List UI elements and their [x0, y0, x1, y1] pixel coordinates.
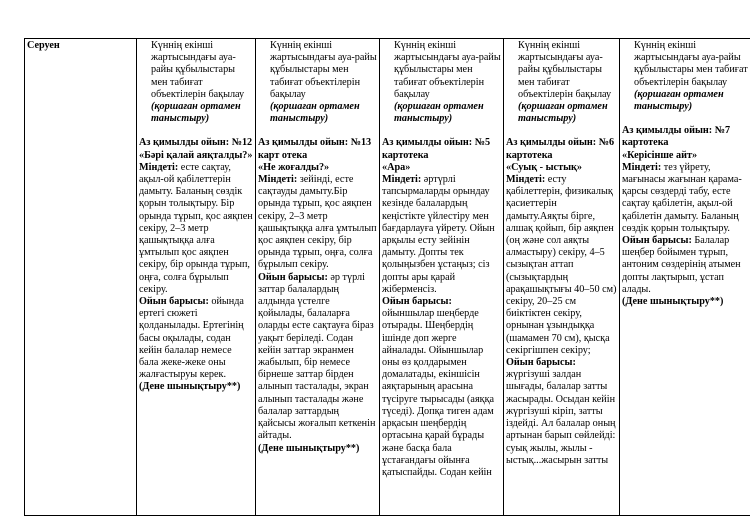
section-label: Серуен	[27, 40, 60, 51]
topic-label: (қоршаған ортамен таныстыру)	[634, 88, 724, 113]
closing-note: (Дене шынықтыру**)	[139, 381, 241, 393]
course-text: Балалар шеңбер бойымен тұрып, антоним сөздерінің атымен допты лақтырып, ұстап алады.	[622, 235, 741, 295]
course-text: ойында ертегі сюжеті қолданылады. Ертегінің басы оқылады, содан кейін балалар немесе бала жеке-жеке оны жалғастыруы керек.	[139, 296, 244, 381]
goal-text: зейінді, есте сақтауды дамыту.Бір орында тұрып, қос аяқпен секіру, 2–3 метр қашықтыққа алға ұмтылып қос аяқпен секіру, бір орында тұрып, оңға, солға бұрылып секіру.	[258, 174, 377, 271]
goal-label: Міндеті:	[382, 174, 422, 186]
game-title: Аз қимылды ойын: №6 картотека	[506, 137, 615, 161]
game-title: Аз қимылды ойын: №13 карт отека	[258, 137, 372, 161]
walk-row	[25, 39, 750, 516]
observation-intro: Күннің екінші жартысындағы ауа-райы құбылыстары мен табиғат объектілерін бақылау	[394, 40, 501, 100]
observation-intro: Күннің екінші жартысындағы ауа-райы құбылыстары мен табиғат объектілерін бақылау	[151, 40, 245, 100]
observation-intro: Күннің екінші жартысындағы ауа-райы құбылыстары мен табиғат объектілерін бақылау	[518, 40, 612, 100]
goal-label: Міндеті:	[258, 174, 298, 186]
closing-note: (Дене шынықтыру**)	[258, 442, 360, 454]
goal-paragraph	[258, 174, 377, 272]
game-name: «Суық - ыстық»	[506, 161, 582, 173]
course-paragraph	[622, 235, 750, 296]
observation-intro: Күннің екінші жартысындағы ауа-райы құбылыстары мен табиғат объектілерін бақылау	[634, 40, 748, 88]
course-label: Ойын барысы:	[382, 296, 452, 308]
course-label: Ойын барысы:	[139, 296, 209, 308]
day-cell-1	[137, 39, 256, 516]
course-label: Ойын барысы:	[506, 357, 576, 369]
goal-paragraph	[382, 174, 501, 296]
course-text: ойыншылар шеңберде отырады. Шеңбердің ішінде доп жерге айналады. Ойыншылар оны өз қолдарымен домалатады, екіншісін аяқтарының арасына түсіруге тырысады (аяққа түседі). Допқа тиген адам арқасын шеңбердің ортасына қарай бұрады және басқа бала ұстағандағы ойынға қатыспайды. Содан кейін	[382, 308, 495, 478]
course-paragraph	[139, 296, 253, 381]
section-label-cell	[25, 39, 137, 516]
day-cell-3	[380, 39, 504, 516]
goal-text: есте сақтау, ақыл-ой қабілеттерін дамыту. Баланың сөздік қорын толықтыру. Бір орында тұрып, қос аяқпен секіру, 2–3 метр қашықтыққа алға ұмтылып қос аяқпен секіру, бір орында тұрып, оңға, солға бұрылып секіру.	[139, 161, 253, 295]
goal-text: тез үйрету, мағынасы жағынан қарама-қарсы сөздерді табу, есте сақтау қабілетін, ақыл-ой қабілетін дамыту. Баланың сөздік қорын толықтыру.	[622, 161, 742, 234]
course-paragraph	[382, 296, 501, 479]
closing-note: (Дене шынықтыру**)	[622, 296, 724, 308]
game-title: Аз қимылды ойын: №7 картотека	[622, 125, 731, 149]
game-name: «Керісінше айт»	[622, 149, 698, 161]
goal-label: Міндеті:	[622, 161, 662, 173]
game-name: «Ара»	[382, 161, 411, 173]
goal-paragraph	[506, 174, 617, 357]
day-cell-2	[256, 39, 380, 516]
goal-paragraph	[622, 162, 750, 235]
day-cell-4	[504, 39, 620, 516]
schedule-table	[24, 38, 750, 516]
topic-label: (қоршаған ортамен таныстыру)	[518, 101, 608, 125]
goal-label: Міндеті:	[506, 174, 546, 186]
goal-text: есту қабілеттерін, физикалық қасиеттерін дамыту.Аяқты бірге, алшақ қойып, бір аяқпен (оң және сол аяқты алмастыру) секіру, 4–5 сызықтан аттап (сызықтардың арақашықтығы 40–50 см) секіру, 20–25 см биіктіктен секіру, орнынан ұзындыққа (шамамен 70 см), қысқа секіргішпен секіру;	[506, 174, 617, 356]
course-label: Ойын барысы:	[622, 235, 692, 247]
course-text: әр түрлі заттар балалардың алдында үстелге қойылады, балаларға оларды есте сақтауға біраз уақыт беріледі. Содан кейін заттар экранмен жабылып, бір немесе бірнеше заттар бірден алынып тасталады, экран алынып тасталады және балалар заттардың қайсысы жоғалып кеткенін айтады.	[258, 271, 376, 442]
topic-label: (қоршаған ортамен таныстыру)	[151, 101, 241, 125]
day-cell-5	[620, 39, 750, 516]
game-title: Аз қимылды ойын: №5 картотека	[382, 137, 491, 161]
course-text: жүргізуші залдан шығады, балалар затты жасырады. Осыдан кейін жүргізуші кіріп, затты іздейді. Ал балалар оның артынан барып сөйлейді: суық жылы, жылы - ыстық...жасырын затты	[506, 369, 616, 466]
course-paragraph	[506, 357, 617, 467]
topic-label: (қоршаған ортамен таныстыру)	[394, 101, 484, 125]
observation-intro: Күннің екінші жартысындағы ауа-райы құбылыстары мен табиғат объектілерін бақылау	[270, 40, 377, 100]
topic-label: (қоршаған ортамен таныстыру)	[270, 101, 360, 125]
course-paragraph	[258, 272, 377, 443]
game-name: «Не жоғалды?»	[258, 161, 330, 173]
goal-label: Міндеті:	[139, 161, 179, 173]
course-label: Ойын барысы:	[258, 271, 328, 283]
game-name: «Бәрі қалай аяқталды?»	[139, 149, 253, 161]
goal-text: әртүрлі тапсырмаларды орындау кезінде балалардың кеңістікте үйлестіру мен бағдарлауға үйрету. Ойын арқылы есту зейінін дамыту. Допты тек қолыңызбен ұстаңыз; сіз допты ары қарай жіберменсіз.	[382, 174, 495, 295]
game-title: Аз қимылды ойын: №12	[139, 137, 253, 149]
goal-paragraph	[139, 162, 253, 296]
